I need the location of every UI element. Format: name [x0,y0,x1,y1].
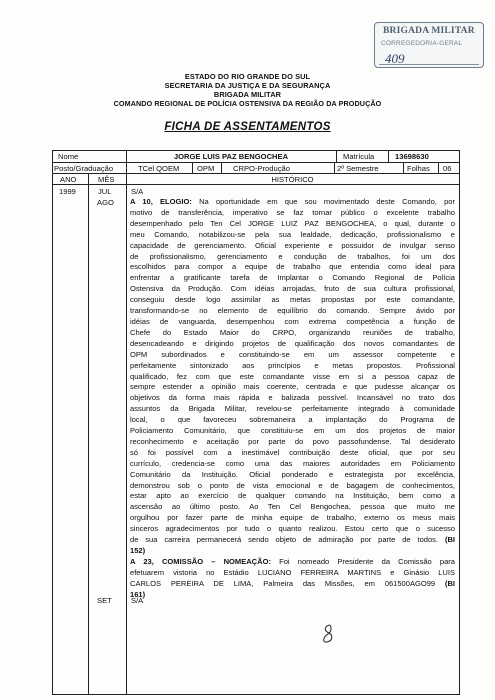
table-rule [438,162,439,173]
entry-month-jul: JUL [98,187,112,196]
entry-jul-text: S/A [131,187,144,196]
table-rule [52,173,460,174]
table-rule [52,150,460,151]
entry-month-ago: AGO [97,198,114,207]
stamp-title: BRIGADA MILITAR [383,26,475,36]
entry-set-text: S/A [131,596,144,605]
text-line: estar apto ao exercício de qualquer comando na Instituição, bem como a [130,491,455,501]
text-line: OPM subordinados e constituindo-se em um assessor competente e [130,349,455,359]
historico-text [130,197,455,601]
text-line: conseguiu desde logo assimilar as metas propostas por este comandante, [130,295,455,305]
text-line: reconhecimento e aceitação por parte do povo passofundense. Tal desiderato [130,436,455,446]
text-line: A 10, ELOGIO: Na oportunidade em que sou movimentado deste Comando, por [130,197,455,206]
semestre-value: 2º Semestre [337,164,379,173]
nome-value: JORGE LUIS PAZ BENGOCHEA [173,152,289,161]
table-rule [388,150,389,162]
entry-year: 1999 [59,187,76,196]
text-line: idéias de vanguarda, desempenhou com extrema competência a função de [130,316,455,326]
text-line: Policiamento Comunitário, que constituiu-se em um dos projetos de maior [130,426,455,436]
text-line: demonstrou sob o ponto de vista emocional e de bagagem de conhecimentos, [130,480,455,490]
text-line: sinceros agradecimentos por tudo o quanto realizou. Estou certo que o sucesso [130,524,455,534]
nome-label: Nome [58,152,79,161]
opm-value: CRPO-Produção [233,164,290,173]
table-rule [88,173,89,694]
document-title: FICHA DE ASSENTAMENTOS [164,121,331,133]
opm-label: OPM [197,164,215,173]
posto-label: Posto/Graduação [54,164,114,173]
header-state: ESTADO DO RIO GRANDE DO SUL [184,72,311,81]
historico-label: HISTÓRICO [271,175,314,184]
table-rule [221,162,222,173]
table-rule [52,150,53,694]
folhas-label: Folhas [407,164,430,173]
registry-stamp [374,22,484,68]
text-line: currículo, credencia-se como uma das maiores autoridades em Policiamento [130,458,455,468]
posto-value: TCel QOEM [138,164,180,173]
text-line: meu Comando, notabilizou-se pela sua lealdade, dedicação, profissionalismo e [130,229,455,239]
text-line: motivo de transferência, imperativo se faz tornar público o excelente trabalho [130,207,455,217]
text-line: orgulhou por fazer parte de minha equipe de trabalho, externo os meus mais [130,513,455,523]
text-line: 161) [130,589,146,599]
text-line: capacidade de gerenciamento. Oficial experiente e possuidor de invulgar senso [130,240,455,250]
text-line: de profissionalismo, gerenciamento e condução de trabalhos, foi um dos [130,251,455,261]
text-line: sempre estender a opinião mais coerente, centrada e que pudesse alcançar os [130,382,455,392]
text-line: CARLOS PEREIRA DE LIMA, Palmeira das Missões, em 061500AGO99 (BI [130,578,455,588]
text-line: qualificado, fez com que este comandante visse em si a pessoa capaz de [130,371,455,381]
table-rule [52,694,460,695]
text-line: 152) [130,546,146,555]
text-line: perfeitamente sintonizado aos princípios e metas propostos. Profissional [130,360,455,370]
header-command: COMANDO REGIONAL DE POLÍCIA OSTENSIVA DA REGIÃO DA PRODUÇÃO [113,99,382,108]
text-line: objetivos da forma mais rápida e balizada possível. Incansável no trato dos [130,393,455,403]
handwritten-signature-mark [318,623,338,645]
text-line: local, o que favoreceu sobremaneira a implantação do Programa de [130,415,455,425]
text-line: só foi possível com a inestimável contribuição deste oficial, que por seu [130,447,455,457]
entry-month-set: SET [97,596,112,605]
table-rule [192,162,193,173]
text-line: A 23, COMISSÃO – NOMEAÇÃO: Foi nomeado Presidente da Comissão para [130,556,455,566]
header-brigade: BRIGADA MILITAR [213,90,282,99]
table-rule [336,150,337,162]
text-line: assuntos da Brigada Militar, revelou-se perfeitamente integrado à comunidade [130,404,455,414]
text-line: Ostensiva da Produção. Com idéias arrojadas, fruto de sua cultura profissional, [130,284,455,294]
text-line: de sua carreira permanecerá sendo objeto de admiração por parte de todos. (BI [130,535,455,545]
table-rule [126,173,127,694]
table-rule [52,184,460,185]
stamp-number: 409 [385,51,405,66]
text-line: desempenhado pelo Ten Cel JORGE LUIZ PAZ BENGOCHEA, o qual, durante o [130,218,455,228]
table-rule [403,162,404,173]
matricula-label: Matrícula [343,152,375,161]
text-line: transformando-se no elemento de equilíbrio do comando. Sempre ávido por [130,306,455,316]
text-line: Comunitário da Instituição. Oficial ponderado e estrategista por excelência, [130,469,455,479]
table-rule [52,162,460,163]
text-line: escolhidos para compor a equipe de trabalho que entendia como ideal para [130,262,455,272]
text-line: efetuarem vistoria no Estádio LUCIANO FERREIRA MARTINS e Ginásio LUIS [130,567,455,577]
table-rule [459,150,460,694]
table-rule [334,162,335,173]
matricula-value: 13698630 [395,152,429,161]
header-secretariat: SECRETARIA DA JUSTIÇA E DA SEGURANÇA [164,81,331,90]
text-line: enfrentar a gratificante tarefa de Implantar o Comando Regional de Polícia [130,273,455,283]
text-line: Chefe do Estado Maior do CRPO, organizando reuniões de trabalho, [130,327,455,337]
text-line: ascensão ao último posto. Ao Ten Cel Bengochea, pessoa que muito me [130,502,455,512]
folhas-value: 06 [443,164,452,173]
stamp-subtitle: CORREGEDORIA-GERAL [381,40,463,47]
mes-label: MÊS [98,175,115,184]
text-line: desencadeando e dirigindo projetos de qualificação dos novos comandantes de [130,338,455,348]
ano-label: ANO [60,175,77,184]
